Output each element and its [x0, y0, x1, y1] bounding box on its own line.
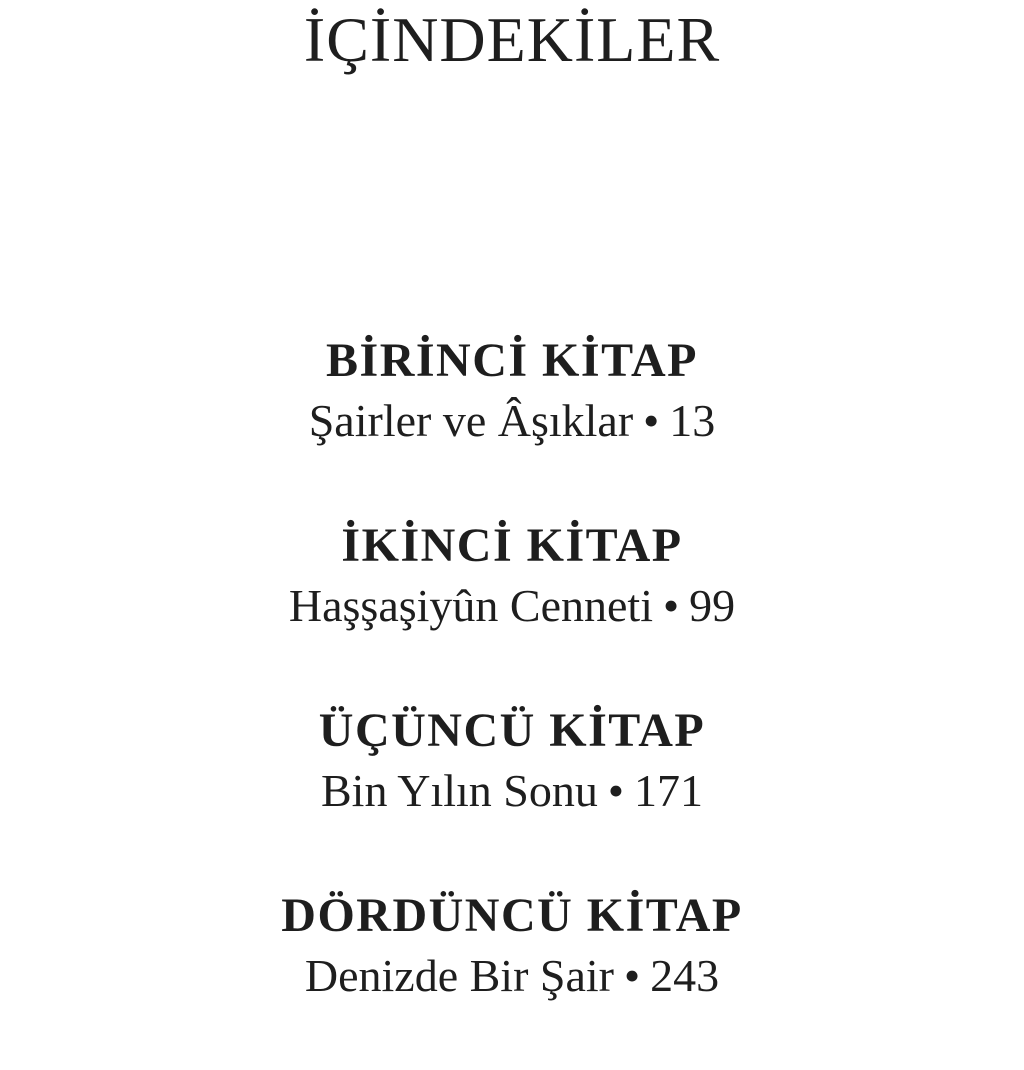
book-line	[0, 392, 1024, 450]
book-line	[0, 947, 1024, 1005]
book-subtitle: Haşşaşiyûn Cenneti	[288, 580, 653, 631]
toc-entry-book-2	[0, 515, 1024, 700]
book-line	[0, 577, 1024, 635]
book-subtitle: Denizde Bir Şair	[304, 950, 615, 1001]
book-heading: BİRİNCİ KİTAP	[326, 334, 698, 387]
page-number: 171	[634, 765, 703, 816]
book-line	[0, 762, 1024, 820]
toc-entry-book-3	[0, 700, 1024, 885]
book-heading: DÖRDÜNCÜ KİTAP	[281, 889, 743, 942]
book-heading: İKİNCİ KİTAP	[341, 519, 683, 572]
page-title: İÇİNDEKİLER	[303, 4, 721, 75]
book-subtitle: Şairler ve Âşıklar	[308, 395, 634, 446]
bullet-separator: •	[663, 580, 680, 631]
bullet-separator: •	[643, 395, 660, 446]
page-number: 243	[650, 950, 720, 1001]
toc-entry-book-4	[0, 885, 1024, 1070]
book-subtitle: Bin Yılın Sonu	[320, 765, 598, 816]
bullet-separator: •	[624, 950, 641, 1001]
book-heading: ÜÇÜNCÜ KİTAP	[318, 704, 706, 757]
table-of-contents	[0, 330, 1024, 1070]
page-number: 99	[689, 580, 736, 631]
page-number: 13	[669, 395, 716, 446]
bullet-separator: •	[607, 765, 624, 816]
toc-entry-book-1	[0, 330, 1024, 515]
